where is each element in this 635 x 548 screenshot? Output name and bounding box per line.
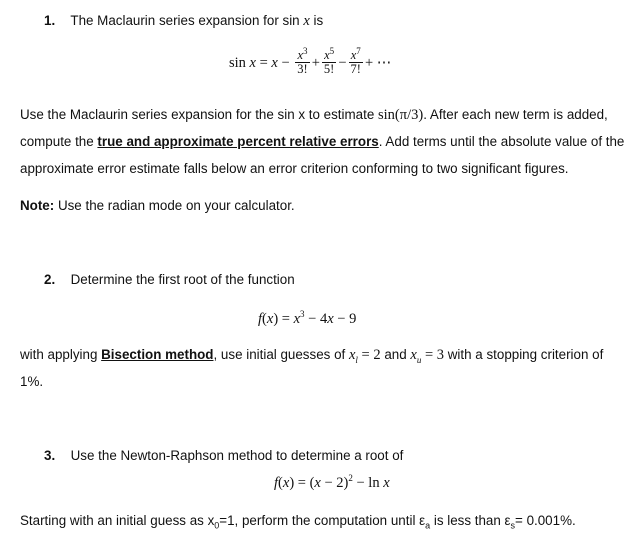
q1-frac2-den: 5! bbox=[323, 62, 335, 76]
q1-frac2-num: x bbox=[324, 48, 330, 62]
q1-line2-a: compute the bbox=[20, 134, 98, 149]
q3-eq-x2: x bbox=[314, 475, 321, 491]
q1-frac-x5 bbox=[322, 45, 336, 76]
q1-eq-plus: + bbox=[311, 54, 320, 71]
q2-number: 2. bbox=[44, 272, 56, 287]
q3-line1-d: = 0.001%. bbox=[515, 513, 576, 528]
q3-eq-x: x bbox=[282, 475, 290, 491]
q1-eq-x: x bbox=[271, 54, 278, 71]
q3-x0-sub: 0 bbox=[214, 520, 220, 531]
q1-line2-b: . Add terms until the absolute value of the bbox=[378, 134, 625, 149]
q1-paragraph-line2 bbox=[20, 128, 628, 155]
q2-line1-bold: Bisection method bbox=[101, 347, 214, 362]
q2-xu-sub: u bbox=[416, 354, 422, 365]
q3-line1-b: =1, perform the computation until ε bbox=[219, 513, 426, 528]
q2-eq-x3: x bbox=[327, 311, 334, 327]
q1-eq-var: x bbox=[249, 54, 256, 71]
q2-eq-close: ) = bbox=[273, 311, 294, 327]
q1-heading bbox=[44, 13, 323, 30]
q2-paragraph-line2 bbox=[20, 368, 628, 395]
q1-eq-sin: sin bbox=[229, 54, 246, 71]
q3-es-sub: s bbox=[510, 520, 516, 531]
q1-frac1-den: 3! bbox=[297, 62, 308, 76]
q1-paragraph-line1 bbox=[20, 101, 628, 129]
q1-intro-var: x bbox=[303, 13, 310, 29]
q2-line2: 1%. bbox=[20, 374, 44, 389]
q1-eq-minus1: − bbox=[277, 54, 294, 71]
q1-eq-equals: = bbox=[255, 54, 272, 71]
q2-xu-val: = 3 bbox=[421, 347, 445, 363]
q3-eq-x3: x bbox=[383, 475, 390, 491]
q2-line1-c: with a stopping criterion of bbox=[444, 347, 604, 362]
q1-frac2-exp: 5 bbox=[329, 45, 335, 56]
q1-intro: The Maclaurin series expansion for sin bbox=[70, 13, 300, 28]
q1-eq-tail: + ⋯ bbox=[364, 54, 392, 71]
q2-and: and bbox=[380, 347, 411, 362]
q3-eq-mid: ) = ( bbox=[289, 475, 315, 491]
q1-number: 1. bbox=[44, 13, 56, 28]
q3-eq-m2: − 2) bbox=[320, 475, 349, 491]
q2-eq-open: ( bbox=[262, 311, 267, 327]
q2-xl-sub: l bbox=[355, 354, 358, 365]
q1-note-label: Note: bbox=[20, 198, 55, 213]
q3-line1-c: is less than ε bbox=[430, 513, 511, 528]
q2-heading bbox=[44, 272, 295, 287]
q1-eq-minus2: − bbox=[338, 54, 347, 71]
q3-eq-f: f bbox=[274, 475, 279, 491]
q3-eq-exp: 2 bbox=[348, 473, 353, 484]
q1-frac1-num: x bbox=[297, 48, 304, 62]
q3-function-equation bbox=[274, 475, 390, 492]
q2-eq-rest: − 4 bbox=[304, 311, 328, 327]
q2-eq-end: − 9 bbox=[333, 311, 357, 327]
q2-intro: Determine the first root of the function bbox=[70, 272, 295, 287]
q1-line2-bold: true and approximate percent relative errors bbox=[97, 134, 379, 149]
q2-function-equation bbox=[258, 311, 356, 328]
q2-line1-a: with applying bbox=[20, 347, 102, 362]
q1-line3: approximate error estimate falls below an error criterion conforming to two significant figures. bbox=[20, 161, 569, 176]
q1-note-text: Use the radian mode on your calculator. bbox=[54, 198, 295, 213]
q3-ea-sub: a bbox=[425, 520, 431, 531]
q1-line1-math: sin(π/3) bbox=[378, 107, 424, 123]
q3-paragraph-line1 bbox=[20, 507, 628, 534]
q2-eq-f: f bbox=[258, 311, 263, 327]
q3-heading bbox=[44, 448, 403, 463]
q1-line1-a: Use the Maclaurin series expansion for the sin x to estimate bbox=[20, 107, 378, 122]
q2-eq-exp: 3 bbox=[300, 309, 305, 320]
q2-eq-x: x bbox=[266, 311, 274, 327]
q3-eq-open: ( bbox=[278, 475, 283, 491]
q2-paragraph-line1 bbox=[20, 341, 628, 369]
q1-frac3-num: x bbox=[350, 48, 357, 62]
q1-paragraph-line3 bbox=[20, 155, 628, 182]
q1-series-equation bbox=[229, 45, 392, 77]
q3-number: 3. bbox=[44, 448, 56, 463]
q1-line1-b: . After each new term is added, bbox=[423, 107, 608, 122]
q3-eq-ln: − ln bbox=[352, 475, 384, 491]
q2-eq-x2: x bbox=[293, 311, 301, 327]
q3-intro: Use the Newton-Raphson method to determine a root of bbox=[70, 448, 404, 463]
q2-xu-var: x bbox=[410, 347, 417, 363]
q2-xl-val: = 2 bbox=[357, 347, 381, 363]
q1-intro-tail: is bbox=[309, 13, 324, 28]
q1-frac3-den: 7! bbox=[350, 62, 361, 76]
q1-frac1-exp: 3 bbox=[303, 45, 308, 56]
q1-note bbox=[20, 192, 628, 219]
q2-line1-b: , use initial guesses of bbox=[213, 347, 349, 362]
q1-frac-x7 bbox=[349, 45, 363, 76]
q1-frac3-exp: 7 bbox=[356, 45, 361, 56]
q1-frac-x3 bbox=[295, 45, 309, 76]
q2-xl-var: x bbox=[348, 347, 356, 363]
q3-line1-a: Starting with an initial guess as x bbox=[20, 513, 215, 528]
